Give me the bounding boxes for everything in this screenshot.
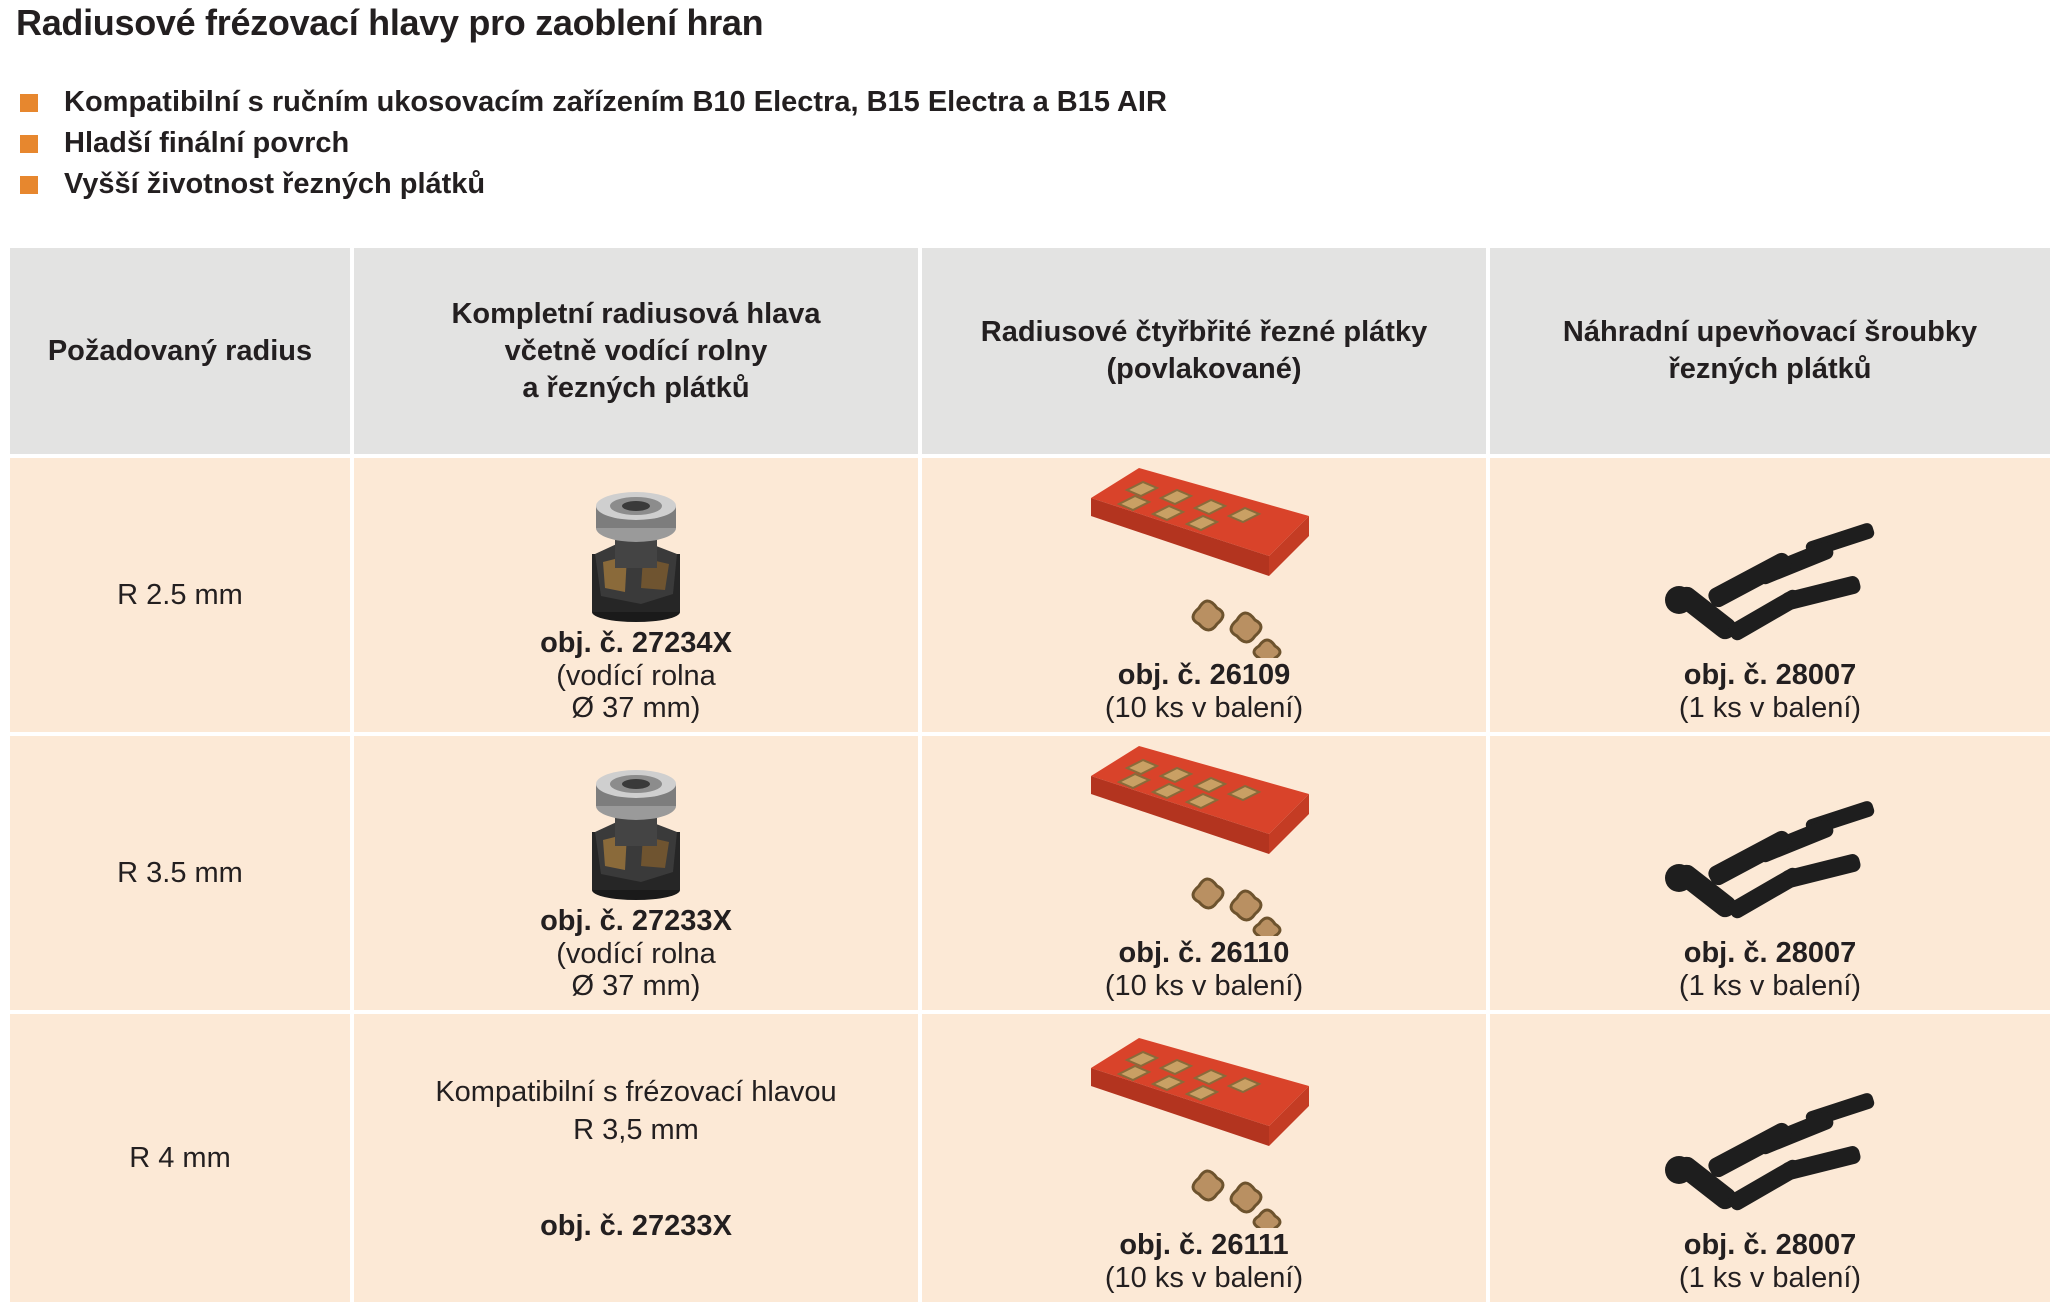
header-complete-head: Kompletní radiusová hlava včetně vodící rolny a řezných plátků [352, 246, 920, 456]
feature-item: Vyšší životnost řezných plátků [20, 164, 1167, 205]
radius-cell: R 2.5 mm [8, 456, 352, 734]
order-code: obj. č. 26111 [1119, 1229, 1289, 1261]
insert-cell [920, 1012, 1488, 1304]
bullet-square-icon [20, 94, 38, 112]
insert-note: (10 ks v balení) [1104, 1262, 1304, 1294]
feature-item: Kompatibilní s ručním ukosovacím zařízením B10 Electra, B15 Electra a B15 AIR [20, 82, 1167, 123]
screws-image [1655, 1088, 1885, 1228]
table-row [8, 734, 2052, 1012]
insert-note: (10 ks v balení) [1104, 692, 1304, 724]
order-code: obj. č. 26110 [1118, 937, 1290, 969]
head-note: (vodící rolna [556, 660, 716, 692]
screw-cell [1488, 1012, 2052, 1304]
order-code: obj. č. 27233X [540, 905, 732, 937]
radius-cell: R 4 mm [8, 1012, 352, 1304]
order-code: obj. č. 27234X [540, 627, 732, 659]
head-cell [352, 734, 920, 1012]
insert-tray-image [1079, 1028, 1329, 1228]
table-row [8, 1012, 2052, 1304]
header-radius: Požadovaný radius [8, 246, 352, 456]
screws-image [1655, 796, 1885, 936]
page-title: Radiusové frézovací hlavy pro zaoblení hran [16, 2, 764, 43]
screw-note: (1 ks v balení) [1678, 1262, 1862, 1294]
order-code: obj. č. 27233X [540, 1210, 732, 1242]
insert-cell [920, 456, 1488, 734]
product-table [6, 244, 2054, 1306]
feature-item: Hladší finální povrch [20, 123, 1167, 164]
screw-note: (1 ks v balení) [1678, 970, 1862, 1002]
compatibility-note: Kompatibilní s frézovací hlavou R 3,5 mm [435, 1076, 837, 1146]
insert-tray-image [1079, 736, 1329, 936]
milling-head-image [581, 762, 691, 904]
order-code: obj. č. 28007 [1683, 659, 1857, 691]
head-cell [352, 456, 920, 734]
order-code: obj. č. 26109 [1117, 659, 1291, 691]
head-cell [352, 1012, 920, 1304]
head-note: (vodící rolna [556, 938, 716, 970]
feature-list [20, 82, 1167, 205]
head-note: Ø 37 mm) [571, 970, 701, 1002]
insert-cell [920, 734, 1488, 1012]
insert-note: (10 ks v balení) [1104, 970, 1304, 1002]
order-code: obj. č. 28007 [1683, 937, 1857, 969]
header-inserts: Radiusové čtyřbřité řezné plátky (povlakované) [920, 246, 1488, 456]
table-row [8, 456, 2052, 734]
bullet-square-icon [20, 176, 38, 194]
screw-cell [1488, 734, 2052, 1012]
order-code: obj. č. 28007 [1683, 1229, 1857, 1261]
milling-head-image [581, 484, 691, 626]
screws-image [1655, 518, 1885, 658]
header-screws: Náhradní upevňovací šroubky řezných plátků [1488, 246, 2052, 456]
radius-cell: R 3.5 mm [8, 734, 352, 1012]
insert-tray-image [1079, 458, 1329, 658]
screw-note: (1 ks v balení) [1678, 692, 1862, 724]
bullet-square-icon [20, 135, 38, 153]
head-note: Ø 37 mm) [571, 692, 701, 724]
screw-cell [1488, 456, 2052, 734]
